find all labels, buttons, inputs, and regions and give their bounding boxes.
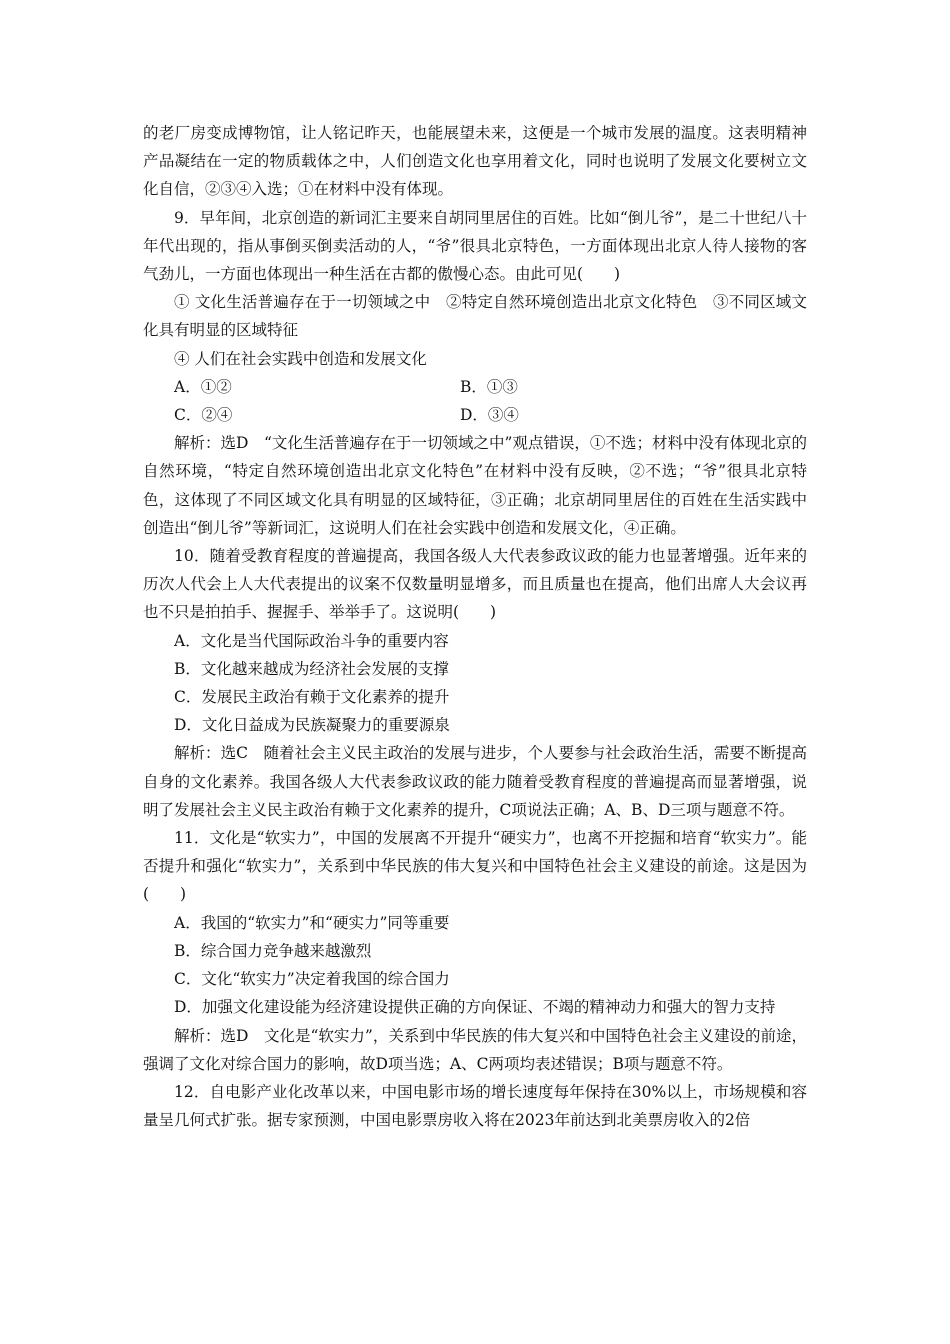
question-11: 11．文化是“软实力”，中国的发展离不开提升“硬实力”，也离不开挖掘和培育“软实力”。能否提升和强化“软实力”，关系到中华民族的伟大复兴和中国特色社会主义建设的前途。这是因为( ) <box>143 829 807 904</box>
option-c: C．发展民主政治有赖于文化素养的提升 <box>174 688 450 707</box>
question-9-options-row-2 <box>143 401 807 429</box>
option-a: A．文化是当代国际政治斗争的重要内容 <box>174 631 449 650</box>
question-9-statement-4: ④ 人们在社会实践中创造和发展文化 <box>174 349 427 368</box>
question-9-options-row-1 <box>143 373 807 401</box>
option-c: C．②④ <box>174 406 233 425</box>
option-b: B．文化越来越成为经济社会发展的支撑 <box>174 659 449 678</box>
option-d: D．加强文化建设能为经济建设提供正确的方向保证、不竭的精神动力和强大的智力支持 <box>174 998 776 1017</box>
option-a: A．我国的“软实力”和“硬实力”同等重要 <box>174 913 450 932</box>
option-d: D．文化日益成为民族凝聚力的重要源泉 <box>174 716 450 735</box>
option-b: B．综合国力竞争越来越激烈 <box>174 941 372 960</box>
option-c: C．文化“软实力”决定着我国的综合国力 <box>174 970 450 989</box>
question-9: 9．早年间，北京创造的新词汇主要来自胡同里居住的百姓。比如“倒儿爷”，是二十世纪八十年代出现的，指从事倒买倒卖活动的人，“爷”很具北京特色，一方面体现出北京人待人接物的客气劲儿，一方面也体现出一种生活在古都的傲慢心态。由此可见( ) <box>143 208 807 284</box>
option-b: B．①③ <box>460 377 518 396</box>
option-a: A．①② <box>174 377 232 396</box>
question-9-answer: 解析：选D “文化生活普遍存在于一切领域之中”观点错误，①不选；材料中没有体现北京的自然环境，“特定自然环境创造出北京文化特色”在材料中没有反映，②不选；“爷”很具北京特色，这体现了不同区域文化具有明显的区域特征，③正确；北京胡同里居住的百姓在生活实践中创造出“倒儿爷”等新词汇，这说明人们在社会实践中创造和发展文化，④正确。 <box>143 434 807 537</box>
document-body <box>143 119 807 1134</box>
question-10: 10．随着受教育程度的普遍提高，我国各级人大代表参政议政的能力也显著增强。近年来的历次人代会上人大代表提出的议案不仅数量明显增多，而且质量也在提高，他们出席人大会议再也不只是拍拍手、握握手、举举手了。这说明( ) <box>143 547 807 622</box>
question-9-statements: ① 文化生活普遍存在于一切领域之中 ②特定自然环境创造出北京文化特色 ③不同区域文化具有明显的区域特征 <box>143 293 807 340</box>
answer-continuation: 的老厂房变成博物馆，让人铭记昨天，也能展望未来，这便是一个城市发展的温度。这表明精神产品凝结在一定的物质载体之中，人们创造文化也享用着文化，同时也说明了发展文化要树立文化自信，②③④入选；①在材料中没有体现。 <box>143 124 807 199</box>
question-10-answer: 解析：选C 随着社会主义民主政治的发展与进步，个人要参与社会政治生活，需要不断提高自身的文化素养。我国各级人大代表参政议政的能力随着受教育程度的普遍提高而显著增强，说明了发展社会主义民主政治有赖于文化素养的提升，C项说法正确；A、B、D三项与题意不符。 <box>143 744 807 819</box>
question-11-answer: 解析：选D 文化是“软实力”，关系到中华民族的伟大复兴和中国特色社会主义建设的前途，强调了文化对综合国力的影响，故D项当选；A、C两项均表述错误；B项与题意不符。 <box>143 1026 807 1073</box>
question-12: 12．自电影产业化改革以来，中国电影市场的增长速度每年保持在30%以上，市场规模和容量呈几何式扩张。据专家预测，中国电影票房收入将在2023年前达到北美票房收入的2倍 <box>143 1082 807 1130</box>
option-d: D．③④ <box>460 406 519 425</box>
